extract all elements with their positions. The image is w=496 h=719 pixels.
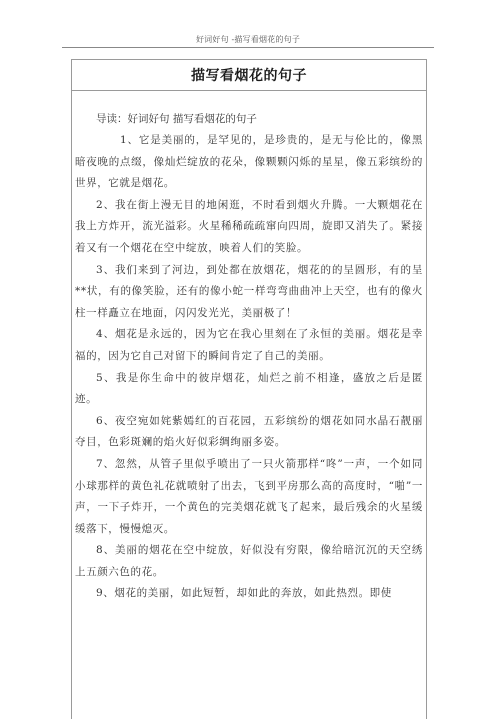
document-frame	[71, 59, 427, 719]
lead-line: 导读：好词好句 描写看烟花的句子	[96, 113, 257, 125]
document-title: 描写看烟花的句子	[191, 68, 307, 84]
paragraph-4: 4、烟花是永远的，因为它在我心里刻在了永恒的美丽。烟花是幸福的，因为它自己对留下的瞬间肯定了自己的美丽。	[75, 328, 423, 362]
paragraph-7: 7、忽然，从管子里似乎喷出了一只火箭那样“咚”一声，一个如同小球那样的黄色礼花就喷射了出去，飞到平房那么高的高度时，“啪”一声，一下子炸开，一个黄色的完美烟花就飞了起来，最后残余的火星缓缓落下，慢慢熄灭。	[75, 457, 423, 535]
header-divider	[62, 47, 434, 48]
paragraph-9: 9、烟花的美丽，如此短暂，却如此的奔放，如此热烈。即使	[96, 587, 392, 600]
running-header: 好词好句 -描写看烟花的句子	[195, 35, 301, 44]
paragraph-2: 2、我在街上漫无目的地闲逛，不时看到烟火升腾。一大颗烟花在我上方炸开，流光溢彩。火星稀稀疏疏窜向四周，旋即又消失了。紧接着又有一个烟花在空中绽放，映着人们的笑脸。	[75, 198, 423, 254]
title-bar	[72, 60, 426, 91]
paragraph-8: 8、美丽的烟花在空中绽放，好似没有穷限，像给暗沉沉的天空绣上五颜六色的花。	[75, 544, 423, 578]
paragraph-3: 3、我们来到了河边，到处都在放烟花，烟花的的呈圆形，有的呈**状，有的像笑脸，还有的像小蛇一样弯弯曲曲冲上天空，也有的像火柱一样矗立在地面，闪闪发光光，美丽极了！	[75, 263, 423, 319]
paragraph-6: 6、夜空宛如姹紫嫣红的百花园，五彩缤纷的烟花如同水晶石靓丽夺目，色彩斑斓的焰火好似彩绸绚丽多姿。	[75, 414, 423, 449]
paragraph-5: 5、我是你生命中的彼岸烟花，灿烂之前不相逢，盛放之后是匿迹。	[75, 371, 423, 406]
paragraph-1: 1、它是美丽的，是罕见的，是珍贵的，是无与伦比的，像黑暗夜晚的点缀，像灿烂绽放的花朵，像颗颗闪烁的星星，像五彩缤纷的世界，它就是烟花。	[75, 134, 423, 190]
document-body	[75, 108, 423, 605]
